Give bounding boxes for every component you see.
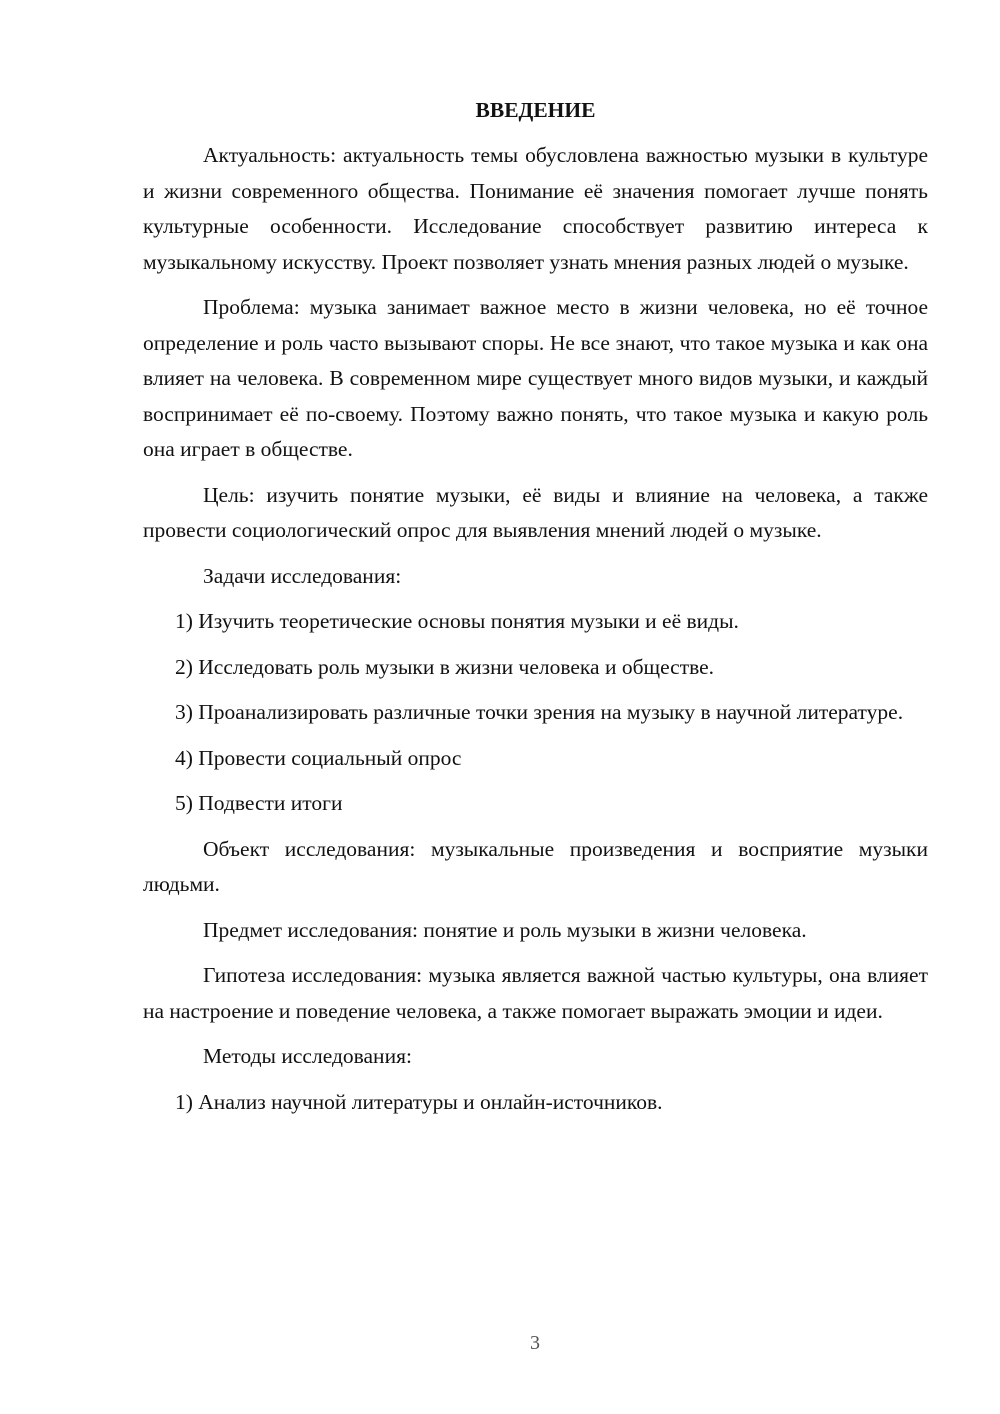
method-item: 1) Анализ научной литературы и онлайн-источников. — [175, 1089, 663, 1114]
goal-paragraph: Цель: изучить понятие музыки, её виды и влияние на человека, а также провести социологический опрос для выявления мнений людей о музыке. — [143, 482, 928, 542]
object-paragraph: Объект исследования: музыкальные произведения и восприятие музыки людьми. — [143, 836, 928, 896]
relevance-paragraph: Актуальность: актуальность темы обусловлена важностью музыки в культуре и жизни современного общества. Понимание её значения помогает лучше понять культурные особенности. Исследование способствует развитию интереса к музыкальному искусству. Проект позволяет узнать мнения разных людей о музыке. — [143, 143, 928, 274]
page-number: 3 — [530, 1332, 540, 1354]
methods-heading: Методы исследования: — [203, 1044, 412, 1068]
section-title: ВВЕДЕНИЕ — [475, 98, 596, 122]
task-item: 1) Изучить теоретические основы понятия музыки и её виды. — [175, 609, 739, 633]
hypothesis-paragraph: Гипотеза исследования: музыка является важной частью культуры, она влияет на настроение и поведение человека, а также помогает выражать эмоции и идеи. — [143, 963, 928, 1023]
subject-paragraph: Предмет исследования: понятие и роль музыки в жизни человека. — [203, 917, 807, 942]
task-item: 3) Проанализировать различные точки зрения на музыку в научной литературе. — [175, 700, 904, 724]
problem-paragraph: Проблема: музыка занимает важное место в жизни человека, но её точное определение и роль часто вызывают споры. Не все знают, что такое музыка и как она влияет на человека. В современном мире существует много видов музыки, и каждый воспринимает её по-своему. Поэтому важно понять, что такое музыка и какую роль она играет в обществе. — [143, 295, 928, 461]
task-item: 5) Подвести итоги — [175, 791, 343, 815]
task-item: 4) Провести социальный опрос — [175, 745, 462, 770]
task-item: 2) Исследовать роль музыки в жизни человека и обществе. — [175, 654, 715, 679]
tasks-heading: Задачи исследования: — [203, 563, 402, 588]
page-content — [143, 93, 928, 1130]
